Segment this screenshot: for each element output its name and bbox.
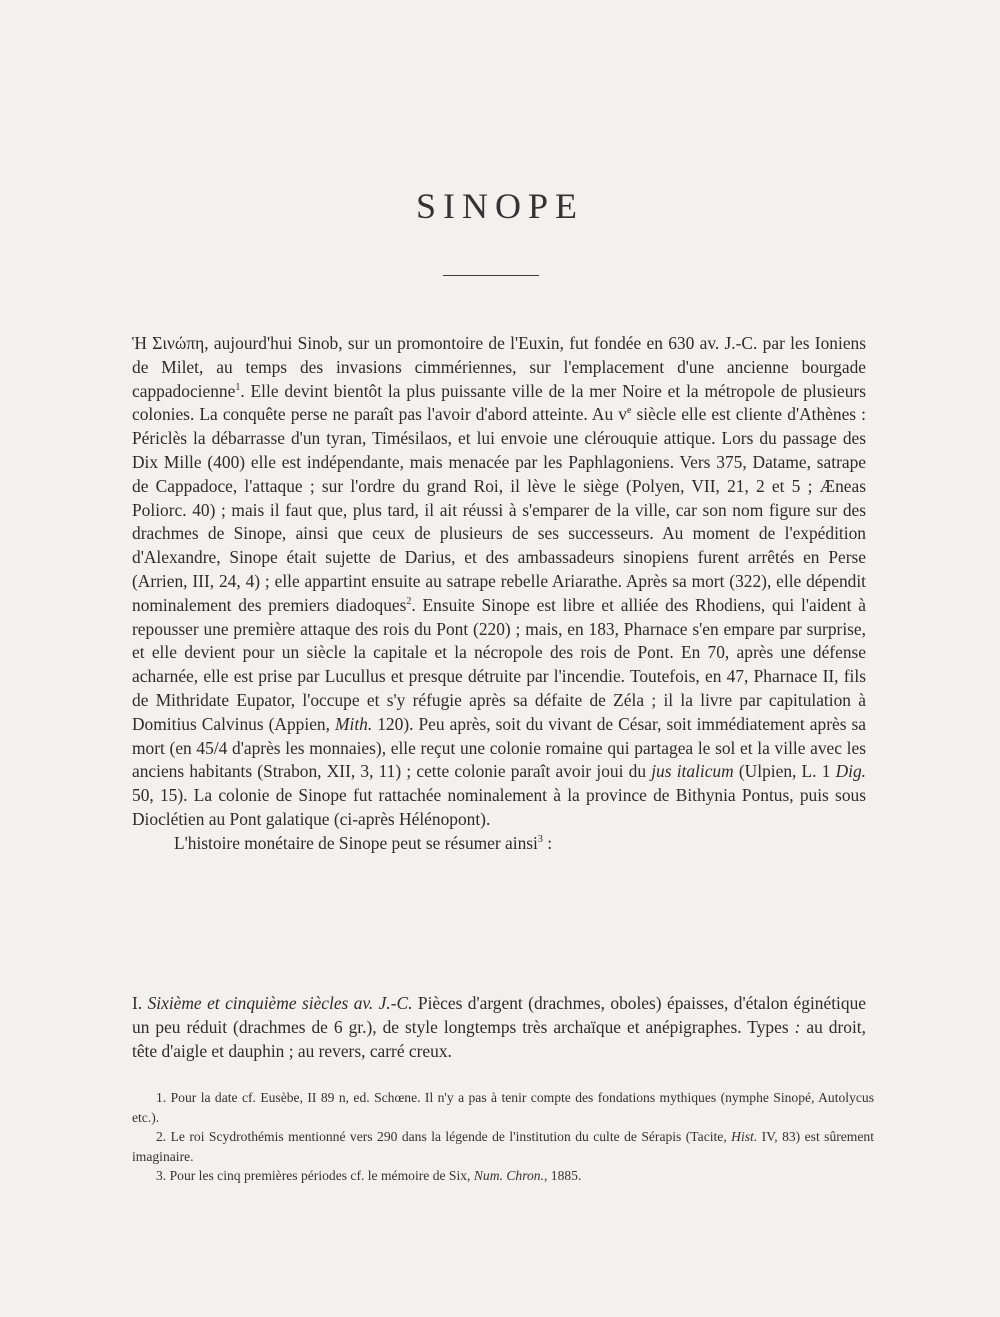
list-number: I. [132, 993, 148, 1013]
footnote-ref-1: 1 [235, 381, 241, 393]
paragraph-intro-list [132, 832, 866, 856]
text-span: , 1885. [543, 1168, 582, 1183]
text-span: , aujourd'hui Sinob, sur un promontoire de l'Euxin, fut fondée en 630 av. J.-C. par les Ioniens de Milet, au temps des invasions cimmériennes, sur l'emplacement d'une ancienne bourgade cappadocienne [132, 333, 866, 401]
list-heading: Sixième et cinquième siècles av. J.-C. [147, 993, 413, 1013]
footnote-2 [132, 1127, 874, 1166]
footnote-ref-2: 2 [406, 595, 412, 607]
list-item [132, 992, 866, 1063]
italic-ref: Dig. [835, 761, 867, 782]
text-span: 50, 15). La colonie de Sinope fut rattachée nominalement à la province de Bithynia Pontus, puis sous Dioclétien au Pont galatique (ci-après Hélénopont). [132, 785, 866, 829]
page-title: SINOPE [415, 186, 585, 226]
text-span: (Ulpien, L. 1 [733, 761, 836, 782]
text-span: . Ensuite Sinope est libre et alliée des Rhodiens, qui l'aident à repousser une première attaque des rois du Pont (220) ; mais, en 183, Pharnace s'en empare par surprise, et elle devient pour un siècle la capitale et la nécropole des rois de Pont. En 70, après une défense acharnée, elle est prise par Lucullus et presque détruite par l'incendie. Toutefois, en 47, Pharnace II, fils de Mithridate Eupator, l'occupe et s'y réfugie après sa défaite de Zéla ; il la livre par capitulation à Domitius Calvinus (Appien, [132, 594, 866, 734]
italic-ref: Mith. [335, 713, 373, 734]
italic-ref: jus italicum [651, 761, 734, 782]
paragraph-history [132, 332, 866, 832]
text-span: au droit, tête d'aigle et dauphin ; au revers, carré creux. [132, 1016, 866, 1061]
footnote-3 [132, 1166, 874, 1186]
text-span: siècle elle est cliente d'Athènes : Périclès la débarrasse d'un tyran, Timésilaos, et lui envoie une clérouquie attique. Lors du passage des Dix Mille (400) elle est indépendante, mais menacée par les Paphlagoniens. Vers 375, Datame, satrape de Cappadoce, l'attaque ; sur l'ordre du grand Roi, il lève le siège (Polyen, VII, 21, 2 et 5 ; Æneas Poliorc. 40) ; mais il faut que, plus tard, il ait réussi à s'emparer de la ville, car son nom figure sur des drachmes de Sinope, ainsi que ceux de plusieurs de ses successeurs. Au moment de l'expédition d'Alexandre, Sinope était sujette de Darius, et des ambassadeurs sinopiens furent arrêtés en Perse (Arrien, III, 24, 4) ; elle appartint ensuite au satrape rebelle Ariarathe. Après sa mort (322), elle dépendit nominalement des premiers diadoques [132, 404, 866, 615]
text-span: 2. Le roi Scydrothémis mentionné vers 290 dans la légende de l'institution du culte de Sérapis (Tacite, [156, 1129, 732, 1144]
footnote-1: 1. Pour la date cf. Eusèbe, II 89 n, ed. Schœne. Il n'y a pas à tenir compte des fondations mythiques (nymphe Sinopé, Autolycus etc.). [132, 1090, 874, 1125]
text-span: . Elle devint bientôt la plus puissante ville de la mer Noire et la métropole de plusieurs colonies. La conquête perse ne paraît pas l'avoir d'abord atteinte. Au v [132, 380, 866, 425]
text-span: L'histoire monétaire de Sinope peut se résumer ainsi [174, 832, 538, 853]
text-span: 120). Peu après, soit du vivant de César, soit immédiatement après sa mort (en 45/4 d'après les monnaies), elle reçut une colonie romaine qui partagea le sol et la ville avec les anciens habitants (Strabon, XII, 3, 11) ; cette colonie paraît avoir joui du [132, 713, 866, 782]
footnotes [132, 1088, 874, 1186]
main-text [132, 332, 866, 856]
italic-ref: Num. Chron. [473, 1168, 544, 1183]
greek-name: Ἡ Σινώπη [132, 333, 205, 353]
title-rule [443, 275, 539, 276]
period-list [132, 992, 866, 1063]
text-span: IV, 83) est sûrement imaginaire. [132, 1129, 874, 1164]
text-span: : [794, 1016, 801, 1037]
text-span: : [542, 832, 553, 853]
superscript-e: e [626, 405, 632, 417]
text-span: Pièces d'argent (drachmes, oboles) épaisses, d'étalon éginétique un peu réduit (drachmes de 6 gr.), de style longtemps très archaïque et anépigraphes. Types [132, 993, 866, 1037]
text-span: 3. Pour les cinq premières périodes cf. le mémoire de Six, [156, 1168, 474, 1183]
footnote-ref-3: 3 [537, 833, 543, 845]
italic-ref: Hist. [731, 1129, 758, 1144]
